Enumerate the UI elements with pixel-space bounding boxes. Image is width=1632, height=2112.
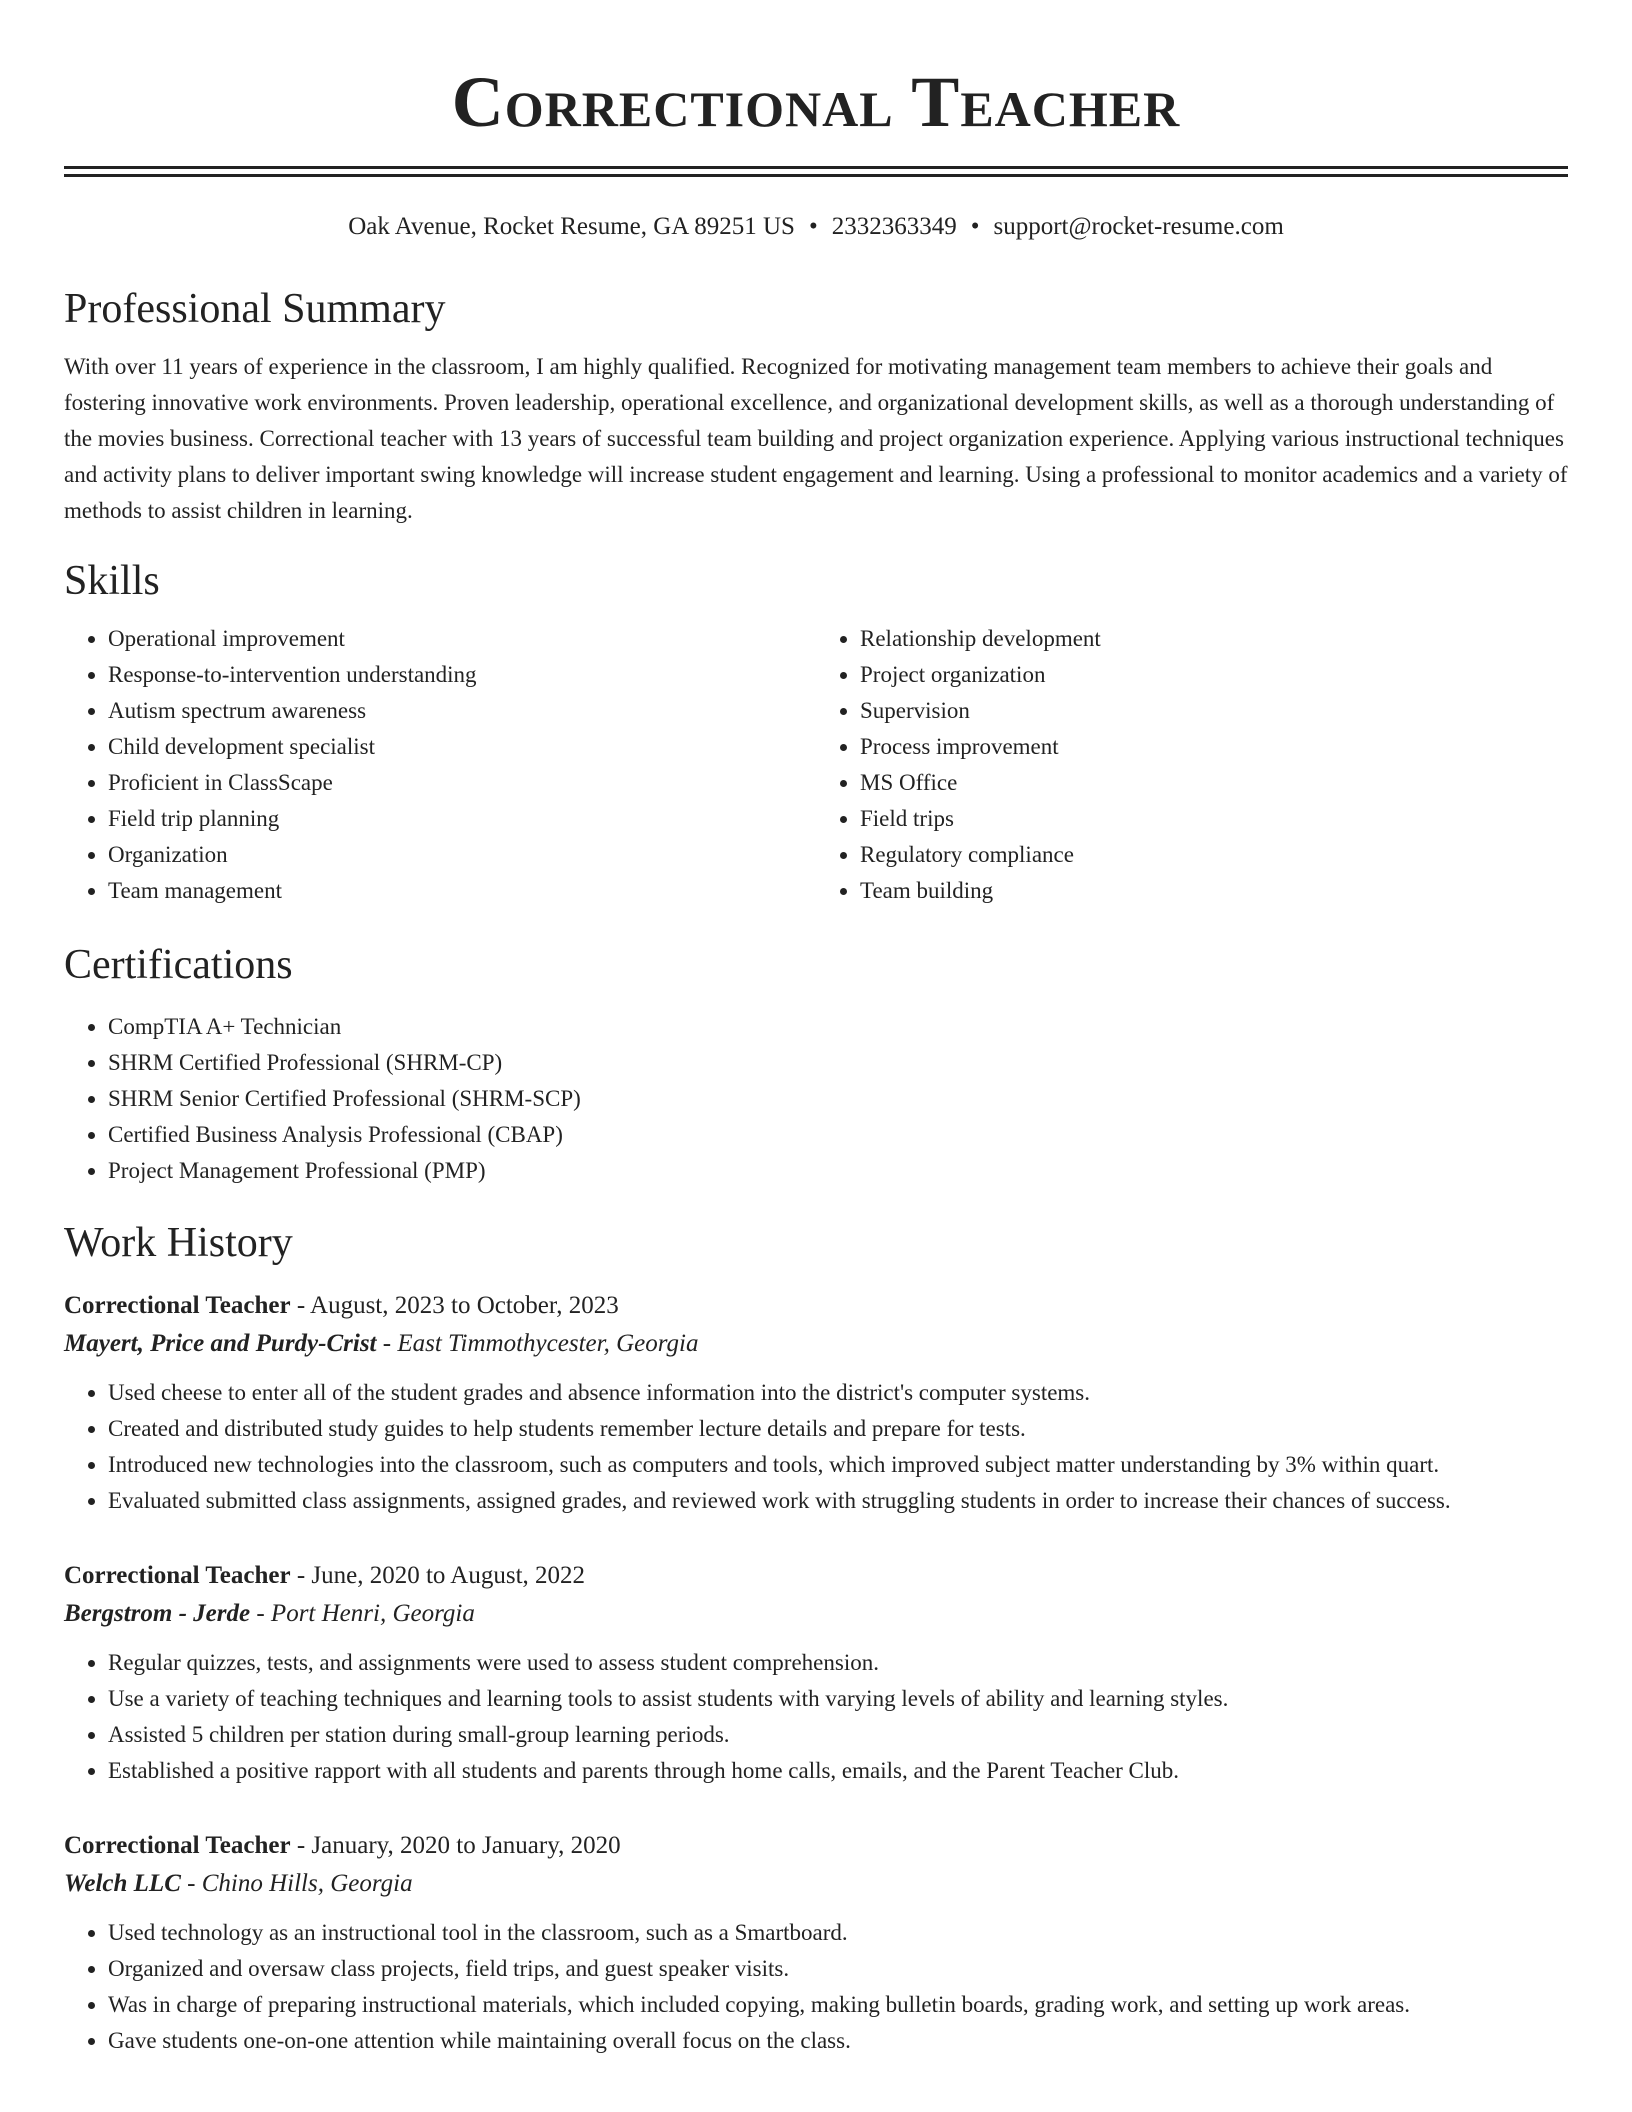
job-bullet: • Was in charge of preparing instructional materials, which included copying, making bulletin boards, grading work, and setting up work areas. <box>108 1987 1568 2023</box>
skill-item: • Process improvement <box>860 729 1568 765</box>
job-company: Bergstrom - Jerde <box>64 1600 251 1627</box>
skills-list-right <box>816 621 1568 909</box>
job-dates: - August, 2023 to October, 2023 <box>290 1292 619 1319</box>
summary-heading: Professional Summary <box>64 286 446 332</box>
job-bullet: • Used cheese to enter all of the student grades and absence information into the district's computer systems. <box>108 1375 1568 1411</box>
job-bullet: • Regular quizzes, tests, and assignments were used to assess student comprehension. <box>108 1645 1568 1681</box>
skills-heading: Skills <box>64 558 160 604</box>
skill-item: • Team management <box>108 873 816 909</box>
job-bullet: • Gave students one-on-one attention while maintaining overall focus on the class. <box>108 2023 1568 2059</box>
job-bullet: • Organized and oversaw class projects, field trips, and guest speaker visits. <box>108 1951 1568 1987</box>
certification-item: • Certified Business Analysis Professional (CBAP) <box>108 1117 1568 1153</box>
skill-item: • Organization <box>108 837 816 873</box>
job-dates: - January, 2020 to January, 2020 <box>290 1832 621 1859</box>
job-bullets <box>64 1645 1568 1789</box>
job-bullet: • Evaluated submitted class assignments, assigned grades, and reviewed work with struggling students in order to increase their chances of success. <box>108 1483 1568 1519</box>
contact-address: Oak Avenue, Rocket Resume, GA 89251 US <box>348 213 795 240</box>
job-company: Welch LLC <box>64 1870 181 1897</box>
skill-item: • Relationship development <box>860 621 1568 657</box>
skill-item: • Proficient in ClassScape <box>108 765 816 801</box>
job-entry <box>64 1287 1568 1519</box>
job-dates: - June, 2020 to August, 2022 <box>290 1562 586 1589</box>
skill-item: • Project organization <box>860 657 1568 693</box>
job-location: - Chino Hills, Georgia <box>180 1870 413 1897</box>
skill-item: • Field trips <box>860 801 1568 837</box>
job-header <box>64 1287 1568 1325</box>
skills-columns <box>64 621 1568 909</box>
job-bullet: • Established a positive rapport with all students and parents through home calls, emails, and the Parent Teacher Club. <box>108 1753 1568 1789</box>
skill-item: • Team building <box>860 873 1568 909</box>
certification-item: • Project Management Professional (PMP) <box>108 1153 1568 1189</box>
resume-name: Correctional Teacher <box>451 62 1181 142</box>
job-bullet: • Used technology as an instructional tool in the classroom, such as a Smartboard. <box>108 1915 1568 1951</box>
job-bullet: • Created and distributed study guides to help students remember lecture details and prepare for tests. <box>108 1411 1568 1447</box>
skill-item: • Autism spectrum awareness <box>108 693 816 729</box>
certifications-list <box>64 1009 1568 1189</box>
job-entry <box>64 1827 1568 2059</box>
job-bullet: • Introduced new technologies into the classroom, such as computers and tools, which improved subject matter understanding by 3% within quart. <box>108 1447 1568 1483</box>
job-bullets <box>64 1375 1568 1519</box>
skills-list-left <box>64 621 816 909</box>
job-role: Correctional Teacher <box>64 1562 291 1589</box>
certification-item: • CompTIA A+ Technician <box>108 1009 1568 1045</box>
job-header <box>64 1827 1568 1865</box>
skill-item: • Operational improvement <box>108 621 816 657</box>
job-header <box>64 1557 1568 1595</box>
contact-separator: • <box>970 213 980 240</box>
job-location: - Port Henri, Georgia <box>250 1600 475 1627</box>
job-location: - East Timmothycester, Georgia <box>376 1330 699 1357</box>
header-double-rule <box>64 166 1568 177</box>
skill-item: • MS Office <box>860 765 1568 801</box>
job-company-line <box>64 1865 1568 1903</box>
job-role: Correctional Teacher <box>64 1832 291 1859</box>
job-company-line <box>64 1595 1568 1633</box>
contact-phone: 2332363349 <box>831 213 957 240</box>
contact-line <box>64 211 1568 243</box>
job-company: Mayert, Price and Purdy-Crist <box>64 1330 377 1357</box>
skill-item: • Supervision <box>860 693 1568 729</box>
contact-separator: • <box>808 213 818 240</box>
summary-text: With over 11 years of experience in the classroom, I am highly qualified. Recognized for motivating management team members to achieve their goals and fostering innovative work environments. Proven leadership, operational excellence, and organizational development skills, as well as a thorough understanding of the movies business. Correctional teacher with 13 years of successful team building and project organization experience. Applying various instructional techniques and activity plans to deliver important swing knowledge will increase student engagement and learning. Using a professional to monitor academics and a variety of methods to assist children in learning. <box>64 354 1568 523</box>
skill-item: • Response-to-intervention understanding <box>108 657 816 693</box>
job-bullet: • Use a variety of teaching techniques and learning tools to assist students with varying levels of ability and learning styles. <box>108 1681 1568 1717</box>
job-company-line <box>64 1325 1568 1363</box>
job-entry <box>64 1557 1568 1789</box>
skill-item: • Regulatory compliance <box>860 837 1568 873</box>
job-bullet: • Assisted 5 children per station during small-group learning periods. <box>108 1717 1568 1753</box>
contact-email: support@rocket-resume.com <box>993 213 1284 240</box>
job-role: Correctional Teacher <box>64 1292 291 1319</box>
certifications-heading: Certifications <box>64 942 293 988</box>
work-history-heading: Work History <box>64 1220 293 1266</box>
certification-item: • SHRM Certified Professional (SHRM-CP) <box>108 1045 1568 1081</box>
skill-item: • Field trip planning <box>108 801 816 837</box>
certification-item: • SHRM Senior Certified Professional (SHRM-SCP) <box>108 1081 1568 1117</box>
job-bullets <box>64 1915 1568 2059</box>
skill-item: • Child development specialist <box>108 729 816 765</box>
